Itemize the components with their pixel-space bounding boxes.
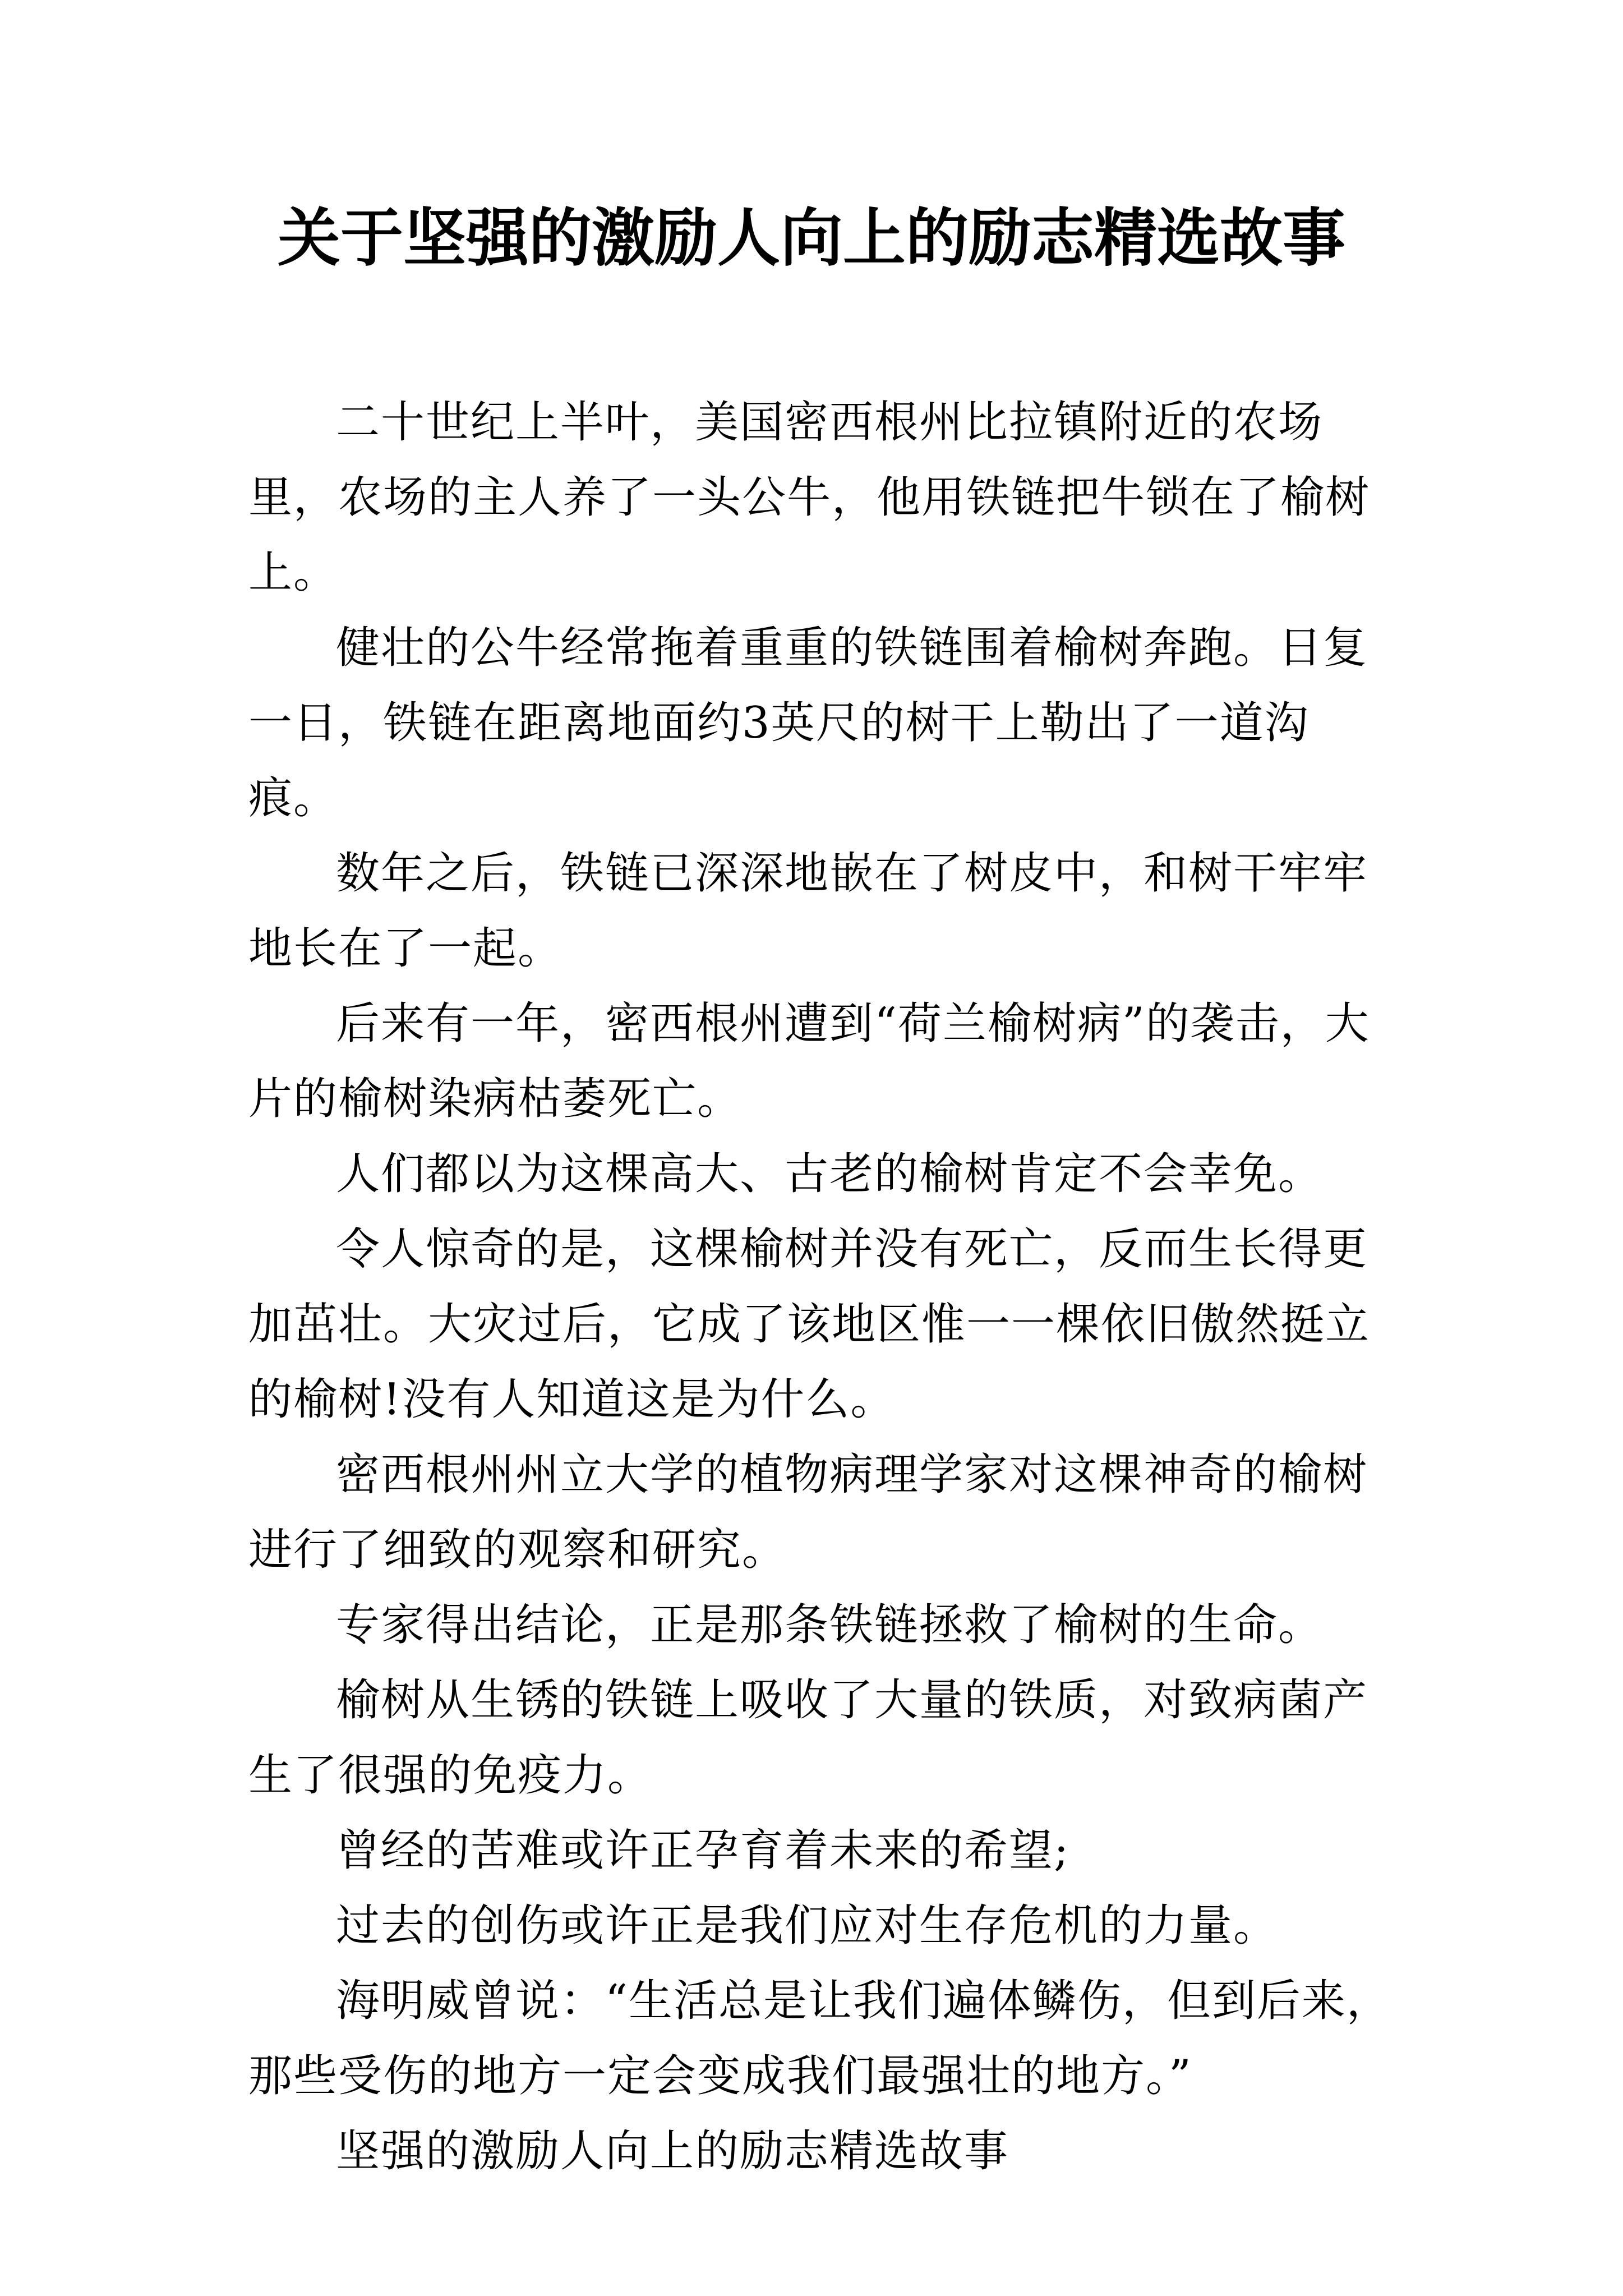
paragraph: 健壮的公牛经常拖着重重的铁链围着榆树奔跑。日复一日，铁链在距离地面约3英尺的树干上勒出了一道沟痕。: [248, 623, 1368, 823]
paragraph: 过去的创伤或许正是我们应对生存危机的力量。: [336, 1901, 1279, 1951]
paragraph: 曾经的苦难或许正孕育着未来的希望;: [336, 1825, 1070, 1876]
paragraph: 后来有一年，密西根州遭到“荷兰榆树病”的袭击，大片的榆树染病枯萎死亡。: [248, 999, 1370, 1124]
paragraph: 人们都以为这棵高大、古老的榆树肯定不会幸免。: [336, 1149, 1324, 1199]
paragraph: 密西根州州立大学的植物病理学家对这棵神奇的榆树进行了细致的观察和研究。: [248, 1450, 1368, 1575]
paragraph: 令人惊奇的是，这棵榆树并没有死亡，反而生长得更加茁壮。大灾过后，它成了该地区惟一一棵依旧傲然挺立的榆树!没有人知道这是为什么。: [248, 1224, 1371, 1425]
paragraph: 榆树从生锈的铁链上吸收了大量的铁质，对致病菌产生了很强的免疫力。: [248, 1675, 1368, 1801]
paragraph: 专家得出结论，正是那条铁链拯救了榆树的生命。: [336, 1600, 1324, 1650]
document-title: 关于坚强的激励人向上的励志精选故事: [278, 201, 1345, 275]
document-body: [248, 385, 1391, 2189]
paragraph: 二十世纪上半叶，美国密西根州比拉镇附近的农场里，农场的主人养了一头公牛，他用铁链把牛锁在了榆树上。: [248, 397, 1371, 598]
paragraph: 海明威曾说：“生活总是让我们遍体鳞伤，但到后来，那些受伤的地方一定会变成我们最强壮的地方。”: [248, 1976, 1391, 2101]
paragraph: 数年之后，铁链已深深地嵌在了树皮中，和树干牢牢地长在了一起。: [248, 848, 1368, 974]
paragraph: 坚强的激励人向上的励志精选故事: [336, 2126, 1009, 2177]
